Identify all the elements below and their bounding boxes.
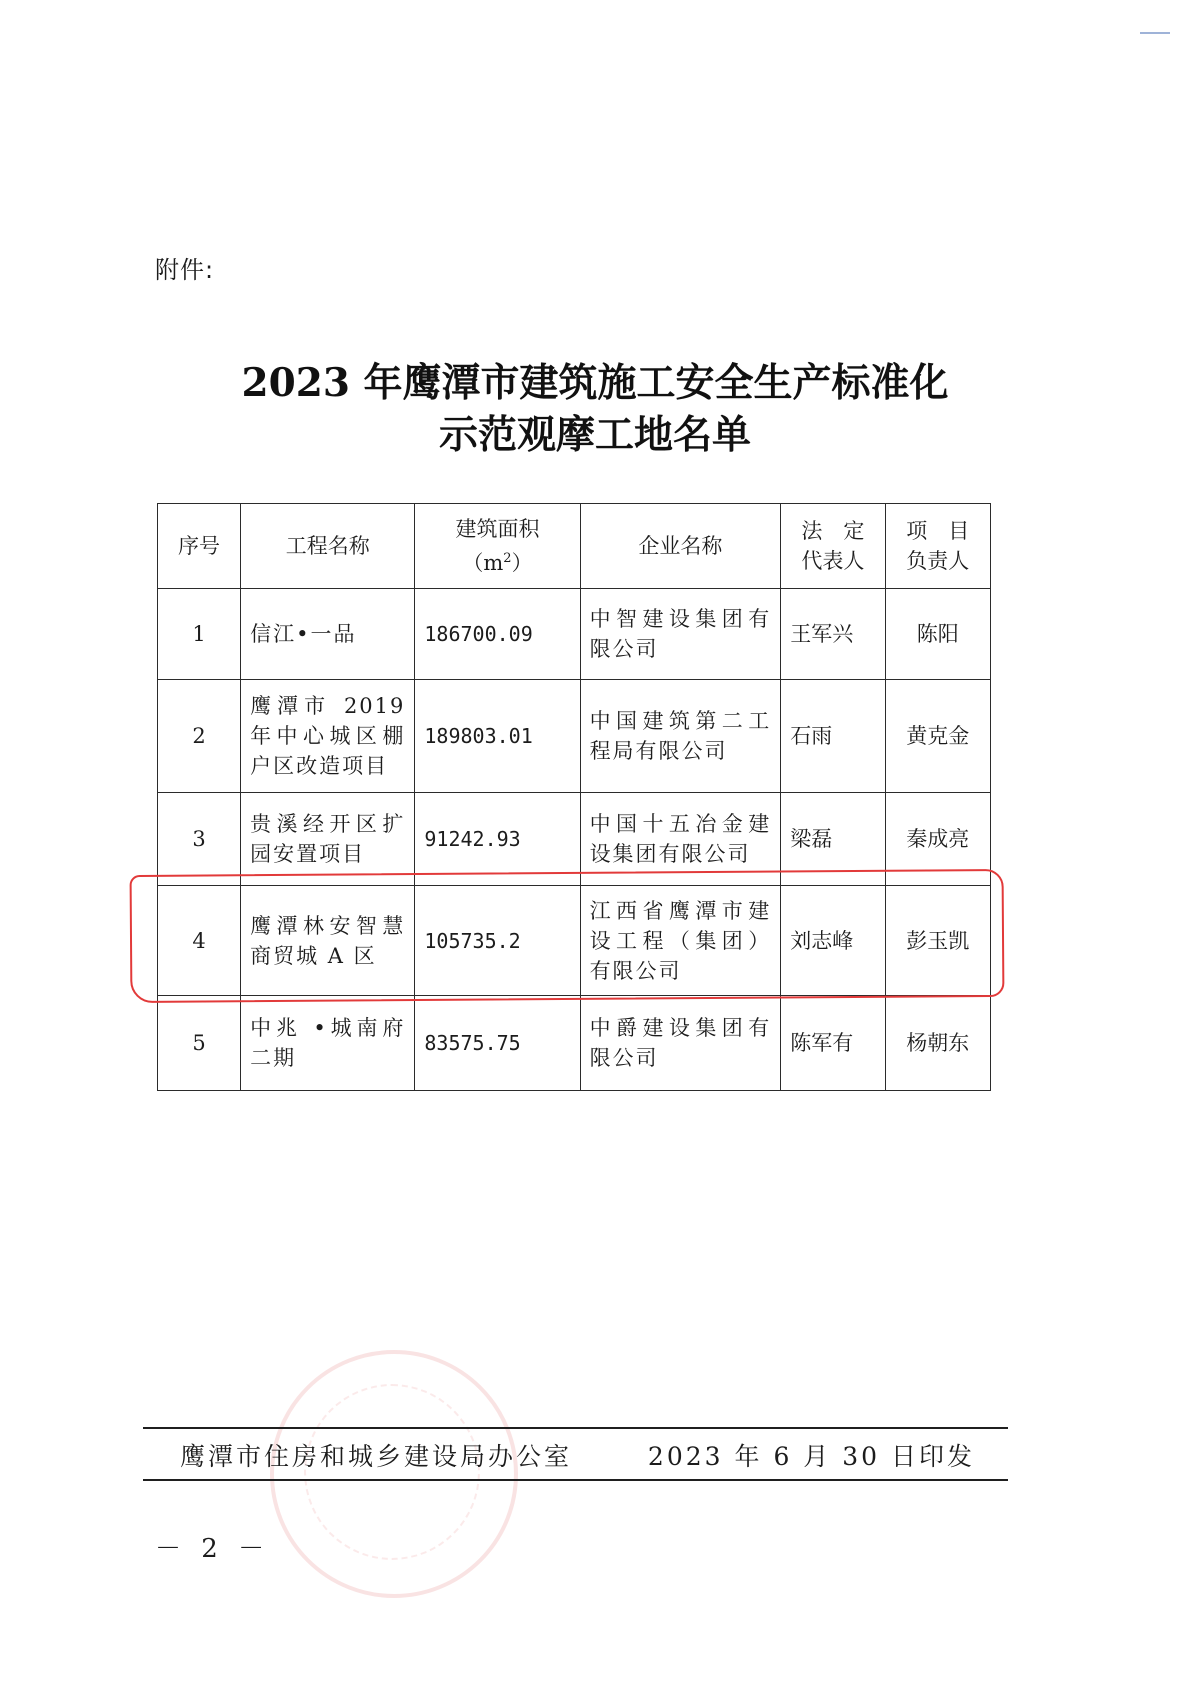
- cell-company: 江西省鹰潭市建设工程（集团）有限公司: [580, 886, 781, 996]
- header-area: [415, 504, 580, 589]
- cell-area: 186700.09: [415, 589, 580, 680]
- header-company: 企业名称: [580, 504, 781, 589]
- footer-issue-date: 2023 年 6 月 30 日印发: [647, 1442, 975, 1471]
- header-area-close: ）: [511, 551, 533, 575]
- table-row: [158, 996, 991, 1091]
- header-area-text: 建筑面积（m: [455, 517, 540, 575]
- table-row: [158, 886, 991, 996]
- official-seal-watermark: [270, 1350, 518, 1598]
- cell-legal-rep: 石雨: [781, 680, 885, 793]
- header-project: 工程名称: [241, 504, 415, 589]
- cell-manager: 杨朝东: [885, 996, 990, 1091]
- footer-rule-bottom: [143, 1479, 1008, 1481]
- table-header-row: [158, 504, 991, 589]
- cell-manager: 彭玉凯: [885, 886, 990, 996]
- corner-mark: [1140, 32, 1170, 34]
- document-title-line2: 示范观摩工地名单: [438, 412, 751, 458]
- table-row: [158, 589, 991, 680]
- cell-manager: 秦成亮: [885, 793, 990, 886]
- footer-rule-top: [143, 1427, 1008, 1429]
- cell-manager: 陈阳: [885, 589, 990, 680]
- cell-area: 105735.2: [415, 886, 580, 996]
- cell-legal-rep: 梁磊: [781, 793, 885, 886]
- page-number: － 2 －: [155, 1534, 271, 1564]
- cell-project: 鹰潭市 2019 年中心城区棚户区改造项目: [241, 680, 415, 793]
- header-area-sup: 2: [503, 551, 512, 566]
- cell-project: 中兆 •城南府二期: [241, 996, 415, 1091]
- cell-project: 贵溪经开区扩园安置项目: [241, 793, 415, 886]
- attachment-label: 附件:: [155, 256, 215, 284]
- header-manager-line2: 负责人: [906, 549, 970, 573]
- cell-company: 中国十五冶金建设集团有限公司: [580, 793, 781, 886]
- cell-area: 91242.93: [415, 793, 580, 886]
- cell-index: 1: [158, 589, 241, 680]
- cell-manager: 黄克金: [885, 680, 990, 793]
- cell-area: 83575.75: [415, 996, 580, 1091]
- cell-project: 鹰潭林安智慧商贸城 A 区: [241, 886, 415, 996]
- table-row: [158, 680, 991, 793]
- cell-area: 189803.01: [415, 680, 580, 793]
- header-index: 序号: [158, 504, 241, 589]
- construction-site-table: [157, 503, 991, 1091]
- cell-index: 2: [158, 680, 241, 793]
- footer-issuer: 鹰潭市住房和城乡建设局办公室: [180, 1442, 573, 1471]
- header-manager-line1: 项 目: [906, 519, 970, 543]
- cell-company: 中智建设集团有限公司: [580, 589, 781, 680]
- cell-index: 4: [158, 886, 241, 996]
- cell-company: 中国建筑第二工程局有限公司: [580, 680, 781, 793]
- document-title-line1: 2023 年鹰潭市建筑施工安全生产标准化: [241, 360, 949, 406]
- header-legal-rep-line1: 法 定: [801, 519, 865, 543]
- header-legal-rep: [781, 504, 885, 589]
- cell-index: 3: [158, 793, 241, 886]
- header-legal-rep-line2: 代表人: [801, 549, 865, 573]
- cell-legal-rep: 刘志峰: [781, 886, 885, 996]
- table-row: [158, 793, 991, 886]
- header-manager: [885, 504, 990, 589]
- cell-project: 信江•一品: [241, 589, 415, 680]
- cell-legal-rep: 陈军有: [781, 996, 885, 1091]
- cell-company: 中爵建设集团有限公司: [580, 996, 781, 1091]
- cell-legal-rep: 王军兴: [781, 589, 885, 680]
- cell-index: 5: [158, 996, 241, 1091]
